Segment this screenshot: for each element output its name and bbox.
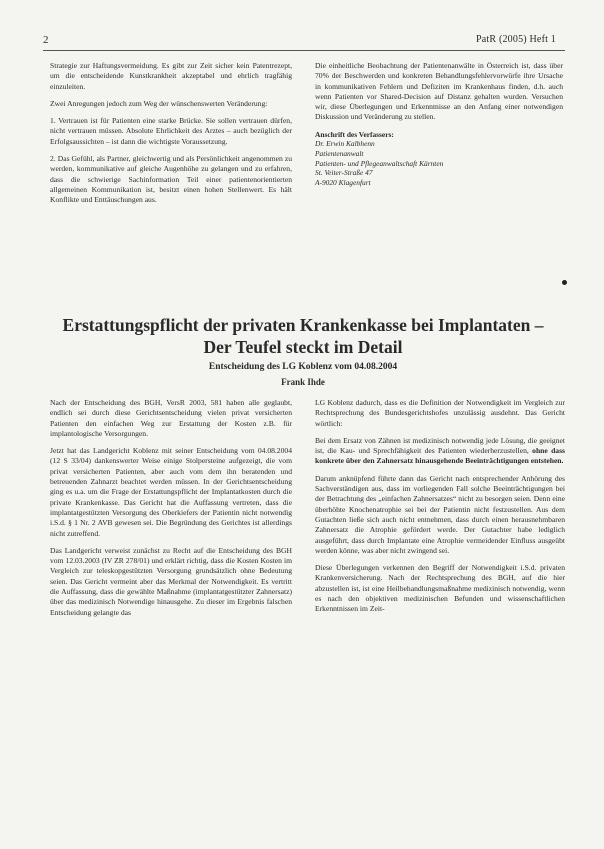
- header-rule: [43, 50, 565, 51]
- paragraph: Das Landgericht verweist zunächst zu Recht auf die Entscheidung des BGH vom 12.03.2003 (IV ZR 278/01) und erklärt richtig, dass die Kosten Kosten im Vergleich zur teleskopgestützten Versorgung grundsätzlich ohne Bedeutung seien. Das Gericht vermeint aber das Merkmal der Notwendigkeit. Es vertritt die Auffassung, dass die gewählte Maßnahme (implantatgestützter Zahnersatz) über das medizinisch Notwendige hinausgehe. Zu dieser im Ergebnis falschen Entscheidung gelangte das: [50, 545, 292, 617]
- article-title: [60, 314, 546, 358]
- title-line-1: Erstattungspflicht der privaten Krankenkasse bei Implantaten –: [62, 315, 544, 335]
- article-right-column: [315, 398, 565, 622]
- paragraph: Nach der Entscheidung des BGH, VersR 2003, 581 haben alle geglaubt, endlich sei durch diese Gerichtsentscheidung vielen privat versicherten Patienten den einfachen Weg zur Erstattung der Kosten z.B. für implantologische Versorgungen.: [50, 398, 292, 438]
- address-line: A-9020 Klagenfurt: [315, 177, 371, 187]
- paragraph: Darum anknüpfend führte dann das Gericht nach entsprechender Anhörung des Sachverständigen aus, dass im vorliegenden Fall solche Beeinträchtigungen bei der Betrachtung des „einfachen Zahnersatzes“ nicht zu besorgen seien. Denn eine überhöhte Knochenatrophie sei bei der Patientin nicht festzustellen. Aus dem Gutachten ließe sich auch nicht entnehmen, dass durch einen herausnehmbaren Zahnersatz die Atrophie gefördert werde. Der Gutachter habe lediglich ausgeführt, dass durch Implantate eine Atrophie vermeidender Einfluss ausgeübt werden könne, was aber nicht zwingend sei.: [315, 473, 565, 555]
- article-subtitle: Entscheidung des LG Koblenz vom 04.08.2004: [208, 362, 398, 372]
- paragraph: Zwei Anregungen jedoch zum Weg der wünschenswerten Veränderung:: [50, 98, 268, 108]
- journal-reference: PatR (2005) Heft 1: [476, 34, 556, 45]
- article-author: Frank Ihde: [281, 377, 325, 387]
- author-address: [315, 130, 563, 188]
- prev-article-left-column: [50, 61, 292, 213]
- address-label: Anschrift des Verfassers:: [315, 129, 394, 139]
- paragraph: Strategie zur Haftungsvermeidung. Es gibt zur Zeit sicher kein Patentrezept, um die entscheidende Kunstkrankheit akzeptabel und ehrlich tragfähig einzuleiten.: [50, 61, 292, 91]
- quote-emphasis: ohne dass konkrete über den Zahnersatz hinausgehende Beeinträchtigungen entstehen.: [315, 446, 565, 466]
- court-quote: [315, 436, 565, 467]
- address-line: Dr. Erwin Kalbhenn: [315, 139, 375, 149]
- address-line: St. Veiter-Straße 47: [315, 168, 373, 178]
- title-line-2: Der Teufel steckt im Detail: [203, 337, 403, 357]
- paragraph: 2. Das Gefühl, als Partner, gleichwertig und als Persönlichkeit angenommen zu werden, kommunikative auf gleiche Augenhöhe zu gelangen und zu erfahren, dass die schwierige Sachinformation Teil einer patientenorientierten allgemeinen Kommunikation ist, besitzt einen hohen Stellenwert. Es hält Konflikte und Enttäuschungen aus.: [50, 154, 292, 205]
- address-line: Patienten- und Pflegeanwaltschaft Kärnten: [315, 158, 444, 168]
- end-of-article-marker: [562, 280, 567, 285]
- quote-text: Bei dem Ersatz von Zähnen ist medizinisch notwendig jede Lösung, die geeignet ist, die Kau- und Sprechfähigkeit des Patienten wiederherzustellen,: [315, 435, 565, 456]
- paragraph: Diese Überlegungen verkennen den Begriff der Notwendigkeit i.S.d. privaten Krankenversicherung. Nach der Rechtsprechung des BGH, auf die hier abzustellen ist, ist eine Heilbehandlungsmaßnahme medizinisch notwendig, wenn es nach den objektiven medizinischen Befunden und wissenschaftlichen Erkenntnissen im Zeit-: [315, 563, 565, 614]
- paragraph: 1. Vertrauen ist für Patienten eine starke Brücke. Sie sollen vertrauen dürfen, nicht vertrauen müssen. Absolute Ehrlichkeit des Arztes – auch bezüglich der Erfolgsaussichten – ist dann die wichtigste Voraussetzung.: [50, 116, 292, 146]
- paragraph: Die einheitliche Beobachtung der Patientenanwälte in Österreich ist, dass über 70% der Beschwerden und konkreten Behandlungsfehlervorwürfe ihre Ursache in kommunikativen Fehlern und Defiziten im Krankenhaus finden, d.h. auch wenn Patienten vor Shared-Decision auf Distanz gehalten wurden. Versuchen wir, diese Überlegungen und Erkenntnisse an den Anfang einer notwendigen Diskussion und Veränderung zu stellen.: [315, 61, 563, 122]
- prev-article-right-column: [315, 61, 563, 187]
- page-number: 2: [43, 34, 49, 46]
- paragraph: Jetzt hat das Landgericht Koblenz mit seiner Entscheidung vom 04.08.2004 (12 S 33/04) dankenswerter Weise einige Stolpersteine aufgezeigt, die vom privat versicherten Patienten, aber auch vom dem ihn beratenden und betreuenden Zahnarzt beachtet werden müssen. In der Gerichtsentscheidung ging es u.a. um die Frage der Erstattungspflicht der Implantatkosten durch die private Krankenkasse. Das Gericht hat die Auffassung vertreten, dass die implantatgestützten Versorgung des Oberkiefers der Patientin nicht notwendig i.S.d. § 1 Nr. 2 AVB gewesen sei. Die Begründung des Gerichtes ist allerdings nicht zutreffend.: [50, 446, 292, 538]
- paragraph: LG Koblenz dadurch, dass es die Definition der Notwendigkeit im Vergleich zur Rechtsprechung des Bundesgerichtshofes unzulässig ausdehnt. Das Gericht wörtlich:: [315, 398, 565, 428]
- address-line: Patientenanwalt: [315, 148, 364, 158]
- article-left-column: [50, 398, 292, 625]
